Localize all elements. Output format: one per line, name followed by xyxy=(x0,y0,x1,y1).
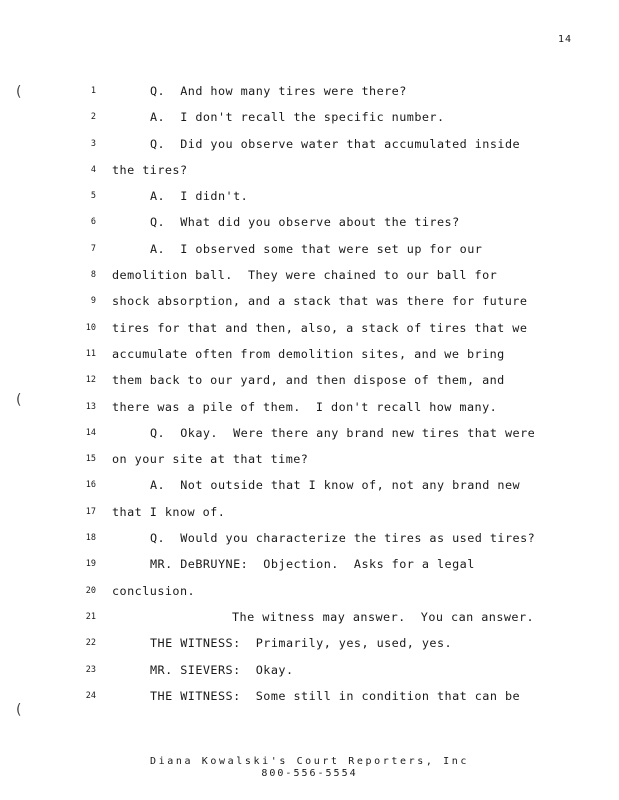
line-number: 3 xyxy=(90,138,96,149)
line-number: 6 xyxy=(90,217,96,228)
transcript-line xyxy=(0,183,619,209)
line-text: A. I observed some that were set up for our xyxy=(150,241,483,256)
line-text: The witness may answer. You can answer. xyxy=(232,609,535,624)
line-number: 22 xyxy=(85,638,96,649)
binder-hole-mark-middle: ( xyxy=(16,392,22,408)
transcript-line xyxy=(0,472,619,498)
line-text: the tires? xyxy=(112,162,188,177)
line-text: Q. And how many tires were there? xyxy=(150,84,407,98)
transcript-line xyxy=(0,630,619,656)
transcript-line xyxy=(0,315,619,341)
line-text: shock absorption, and a stack that was there for future xyxy=(112,294,528,309)
line-number: 10 xyxy=(85,322,96,333)
line-text: MR. DeBRUYNE: Objection. Asks for a legal xyxy=(150,557,475,572)
transcript-line xyxy=(0,525,619,551)
transcript-line xyxy=(0,394,619,420)
line-text: demolition ball. They were chained to our ball for xyxy=(112,268,498,283)
binder-hole-mark-top: ( xyxy=(16,84,22,100)
transcript-line xyxy=(0,341,619,367)
line-number: 17 xyxy=(85,506,96,517)
line-number: 14 xyxy=(85,427,96,438)
line-text: Q. What did you observe about the tires? xyxy=(150,215,460,230)
line-text: THE WITNESS: Some still in condition that can be xyxy=(150,688,521,703)
page-number: 14 xyxy=(558,34,573,45)
line-text: A. Not outside that I know of, not any brand new xyxy=(150,478,521,493)
line-number: 18 xyxy=(85,533,96,544)
line-number: 20 xyxy=(85,585,96,596)
line-number: 4 xyxy=(90,164,96,175)
line-text: them back to our yard, and then dispose of them, and xyxy=(112,373,505,388)
line-number: 13 xyxy=(85,401,96,412)
line-number: 2 xyxy=(90,112,96,123)
line-number: 12 xyxy=(85,375,96,386)
transcript-line xyxy=(0,131,619,157)
line-text: Q. Did you observe water that accumulated inside xyxy=(150,136,521,151)
line-number: 19 xyxy=(85,559,96,570)
transcript-line xyxy=(0,499,619,525)
binder-hole-mark-bottom: ( xyxy=(16,702,22,718)
line-number: 16 xyxy=(85,480,96,491)
transcript-line xyxy=(0,157,619,183)
line-number: 15 xyxy=(85,454,96,465)
transcript-line xyxy=(0,209,619,235)
footer-phone: 800-556-5554 xyxy=(261,768,358,779)
line-text: conclusion. xyxy=(112,583,196,598)
transcript-line xyxy=(0,604,619,630)
line-number: 5 xyxy=(90,191,96,202)
transcript-line xyxy=(0,657,619,683)
line-text: there was a pile of them. I don't recall how many. xyxy=(112,399,498,414)
line-text: A. I don't recall the specific number. xyxy=(150,110,445,125)
transcript-line xyxy=(0,683,619,709)
transcript-line xyxy=(0,551,619,577)
line-text: A. I didn't. xyxy=(150,189,249,204)
transcript-line xyxy=(0,367,619,393)
line-text: Q. Would you characterize the tires as used tires? xyxy=(150,531,536,546)
line-text: Q. Okay. Were there any brand new tires that were xyxy=(150,425,536,440)
line-number: 7 xyxy=(90,243,96,254)
line-text: accumulate often from demolition sites, and we bring xyxy=(112,346,505,361)
transcript-line xyxy=(0,262,619,288)
line-number: 8 xyxy=(90,270,96,281)
line-number: 9 xyxy=(90,296,96,307)
line-number: 23 xyxy=(85,664,96,675)
line-number: 1 xyxy=(90,86,96,96)
line-number: 21 xyxy=(85,611,96,622)
transcript-line xyxy=(0,236,619,262)
transcript-line xyxy=(0,288,619,314)
transcript-line xyxy=(0,446,619,472)
line-number: 24 xyxy=(85,690,96,701)
transcript-line xyxy=(0,104,619,130)
transcript-line xyxy=(0,78,619,104)
transcript-body xyxy=(0,78,619,709)
line-number: 11 xyxy=(85,348,96,359)
footer-firm-name: Diana Kowalski's Court Reporters, Inc xyxy=(150,756,469,767)
line-text: MR. SIEVERS: Okay. xyxy=(150,662,294,677)
line-text: THE WITNESS: Primarily, yes, used, yes. xyxy=(150,636,453,651)
line-text: on your site at that time? xyxy=(112,452,309,467)
line-text: tires for that and then, also, a stack of tires that we xyxy=(112,320,528,335)
line-text: that I know of. xyxy=(112,504,226,519)
transcript-line xyxy=(0,420,619,446)
transcript-line xyxy=(0,578,619,604)
